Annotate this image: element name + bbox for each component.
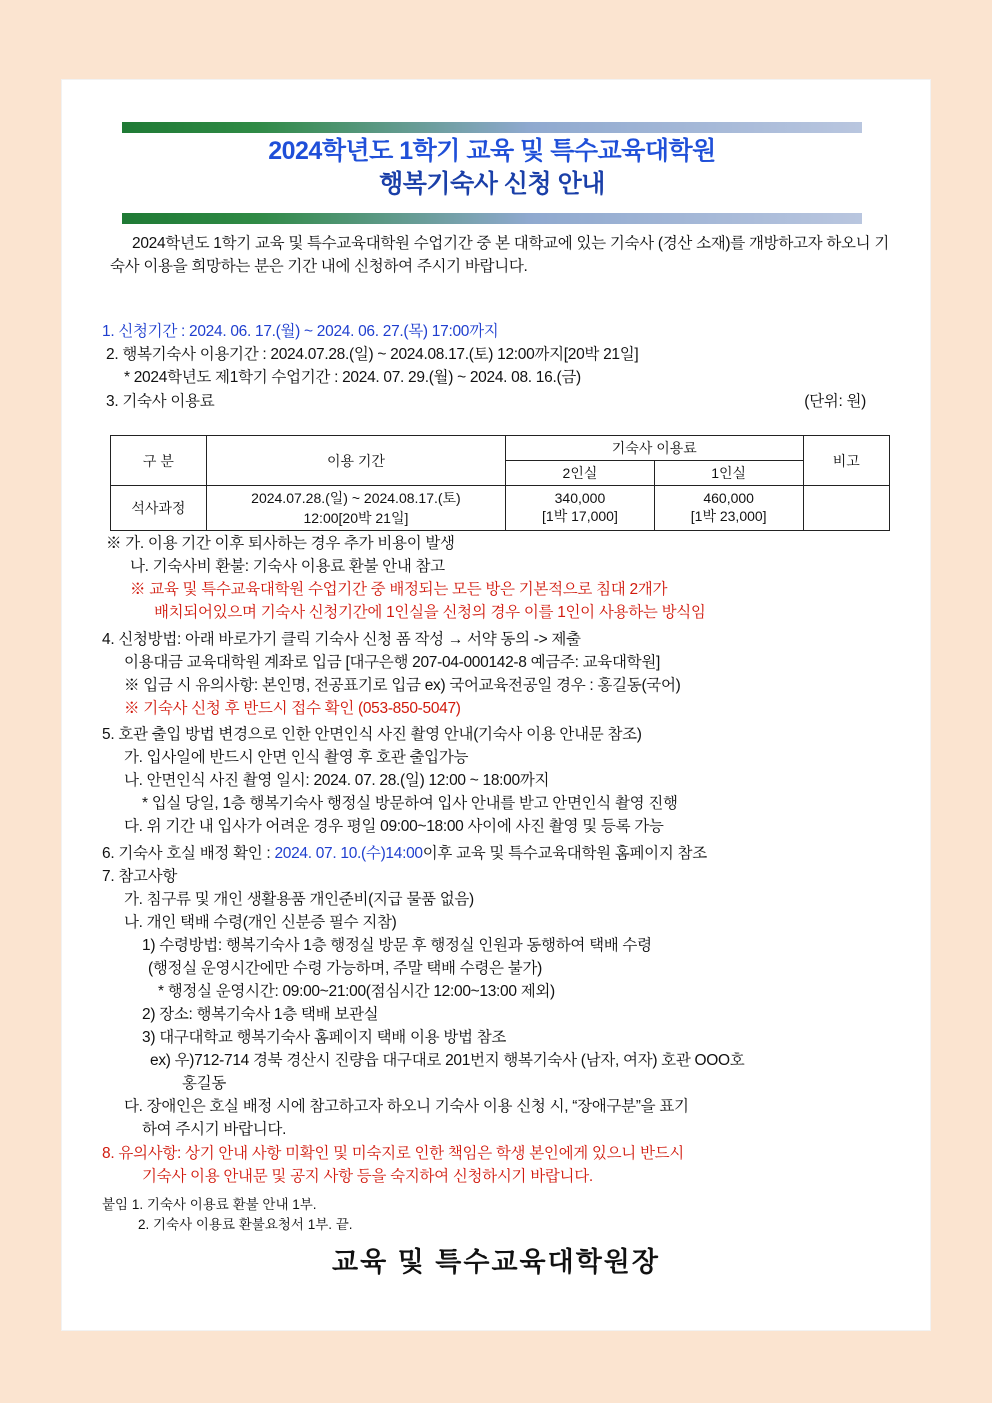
cell-period-line1: 2024.07.28.(일) ~ 2024.08.17.(토) (251, 490, 461, 506)
signature-line: 교육 및 특수교육대학원장 (332, 1247, 660, 1277)
cell-note (803, 486, 889, 531)
item4b-text: 이용대금 교육대학원 계좌로 입금 [대구은행 207-04-000142-8 예금주: 교육대학원] (124, 654, 660, 671)
item4-red-text: ※ 기숙사 신청 후 반드시 접수 확인 (053-850-5047) (124, 700, 461, 717)
attachment-1: 붙임 1. 기숙사 이용료 환불 안내 1부. (102, 1197, 317, 1212)
section-item-5 (102, 723, 902, 746)
item5b-note-text: * 입실 당일, 1층 행복기숙사 행정실 방문하여 입사 안내를 받고 안면인식 촬영 진행 (142, 795, 678, 812)
title-block (122, 135, 862, 201)
document-title-line1: 2024학년도 1학기 교육 및 특수교육대학원 (268, 137, 716, 165)
fee-table (110, 435, 890, 531)
section-item-7a (124, 888, 924, 911)
item7b3-name-text: 홍길동 (182, 1075, 227, 1092)
item8-line1-text: 8. 유의사항: 상기 안내 사항 미확인 및 미숙지로 인한 책임은 학생 본인에게 있으니 반드시 (102, 1145, 684, 1162)
note-red-1-text: ※ 교육 및 특수교육대학원 수업기간 중 배정되는 모든 방은 기본적으로 침대 2개가 (130, 581, 668, 598)
item4-text: 4. 신청방법: 아래 바로가기 클릭 기숙사 신청 폼 작성 → 서약 동의 -> 제출 (102, 631, 581, 648)
document-page (62, 80, 930, 1330)
section-item-7b3-name (182, 1072, 982, 1095)
intro-text: 2024학년도 1학기 교육 및 특수교육대학원 수업기간 중 본 대학교에 있는 기숙사 (경산 소재)를 개방하고자 하오니 기숙사 이용을 희망하는 분은 기간 내에 신청하여 주시기 바랍니다. (110, 235, 890, 275)
cell-room1-daily: [1박 23,000] (690, 508, 767, 524)
item3-text: 3. 기숙사 이용료 (106, 393, 215, 410)
item7c1-text: 다. 장애인은 호실 배정 시에 참고하고자 하오니 기숙사 이용 신청 시, “장애구분”을 표기 (124, 1098, 689, 1115)
note-b-text: 나. 기숙사비 환불: 기숙사 이용료 환불 안내 참고 (130, 558, 445, 575)
cell-period-line2: 12:00[20박 21일] (303, 510, 409, 526)
item7c2-text: 하여 주시기 바랍니다. (142, 1121, 287, 1138)
attachment-list (102, 1195, 353, 1235)
item6-date: 2024. 07. 10.(수)14:00 (274, 845, 423, 862)
cell-room1 (654, 486, 803, 531)
section-item-1 (102, 320, 902, 343)
cell-room2-total: 340,000 (554, 490, 606, 506)
section-item-4 (102, 628, 902, 651)
header-bar-bottom (122, 213, 862, 224)
item7b1-sub-text: (행정실 운영시간에만 수령 가능하며, 주말 택배 수령은 불가) (148, 960, 542, 977)
section-item-4c (124, 674, 924, 697)
section-item-7b1-sub (148, 957, 948, 980)
section-item-8-line2 (142, 1165, 942, 1188)
cell-room2 (506, 486, 655, 531)
note-a-text: ※ 가. 이용 기간 이후 퇴사하는 경우 추가 비용이 발생 (106, 535, 455, 552)
header-fee: 기숙사 이용료 (506, 436, 803, 461)
section-item-5c (124, 815, 924, 838)
header-note: 비고 (803, 436, 889, 486)
item4c-text: ※ 입금 시 유의사항: 본인명, 전공표기로 입금 ex) 국어교육전공일 경우 : 홍길동(국어) (124, 677, 681, 694)
section-item-7c2 (142, 1118, 942, 1141)
header-division: 구 분 (111, 436, 207, 486)
section-item-8-line1 (102, 1142, 902, 1165)
section-item-5b (124, 769, 924, 792)
section-item-3 (106, 390, 906, 413)
item5-text: 5. 호관 출입 방법 변경으로 인한 안면인식 사진 촬영 안내(기숙사 이용 안내문 참조) (102, 726, 642, 743)
item7b1-note-text: * 행정실 운영시간: 09:00~21:00(점심시간 12:00~13:00 제외) (158, 983, 555, 1000)
section-item-5a (124, 746, 924, 769)
item5a-text: 가. 입사일에 반드시 안면 인식 촬영 후 호관 출입가능 (124, 749, 469, 766)
item7a-text: 가. 침구류 및 개인 생활용품 개인준비(지급 물품 없음) (124, 891, 474, 908)
section-item-7 (102, 865, 902, 888)
note-a (106, 532, 906, 555)
note-red-1 (130, 578, 930, 601)
item8-line2-text: 기숙사 이용 안내문 및 공지 사항 등을 숙지하여 신청하시기 바랍니다. (142, 1168, 593, 1185)
section-item-5b-note (142, 792, 942, 815)
section-item-7b1 (142, 934, 942, 957)
item7b3-text: 3) 대구대학교 행복기숙사 홈페이지 택배 이용 방법 참조 (142, 1029, 507, 1046)
header-room2: 2인실 (506, 461, 655, 486)
cell-room2-daily: [1박 17,000] (542, 508, 618, 524)
note-red-2 (154, 601, 954, 624)
section-item-7b3-example (150, 1049, 950, 1072)
header-period: 이용 기간 (206, 436, 505, 486)
section-item-7b1-note (158, 980, 958, 1003)
section-item-7b (124, 911, 924, 934)
item2-text: 2. 행복기숙사 이용기간 : 2024.07.28.(일) ~ 2024.08.17.(토) 12:00까지[20박 21일] (106, 346, 639, 363)
section-item-4-red (124, 697, 924, 720)
fee-unit-label: (단위: 원) (804, 393, 866, 410)
header-room1: 1인실 (654, 461, 803, 486)
section-item-7b3 (142, 1026, 942, 1049)
cell-period (206, 486, 505, 531)
item7-text: 7. 참고사항 (102, 868, 178, 885)
item1-text: 1. 신청기간 : 2024. 06. 17.(월) ~ 2024. 06. 27.(목) 17:00까지 (102, 323, 499, 340)
table-row (111, 486, 890, 531)
item2-note-text: * 2024학년도 제1학기 수업기간 : 2024. 07. 29.(월) ~ 2024. 08. 16.(금) (124, 369, 581, 386)
item6-prefix: 6. 기숙사 호실 배정 확인 : (102, 845, 275, 862)
item7b3-example-text: ex) 우)712-714 경북 경산시 진량읍 대구대로 201번지 행복기숙사 (남자, 여자) 호관 OOO호 (150, 1052, 745, 1069)
document-body (62, 80, 930, 1330)
intro-paragraph (110, 232, 890, 278)
section-item-2-note (124, 366, 924, 389)
section-item-2 (106, 343, 906, 366)
attachment-2: 2. 기숙사 이용료 환불요청서 1부. 끝. (138, 1217, 353, 1232)
item5b-text: 나. 안면인식 사진 촬영 일시: 2024. 07. 28.(일) 12:00 ~ 18:00까지 (124, 772, 550, 789)
item6-suffix: 이후 교육 및 특수교육대학원 홈페이지 참조 (422, 845, 707, 862)
cell-division: 석사과정 (111, 486, 207, 531)
section-item-7b2 (142, 1003, 942, 1026)
section-item-6 (102, 842, 902, 865)
header-bar-top (122, 122, 862, 133)
fee-table-header-row (111, 436, 890, 461)
document-title-line2: 행복기숙사 신청 안내 (379, 170, 605, 198)
item5c-text: 다. 위 기간 내 입사가 어려운 경우 평일 09:00~18:00 사이에 사진 촬영 및 등록 가능 (124, 818, 664, 835)
section-item-4b (124, 651, 924, 674)
item7b1-text: 1) 수령방법: 행복기숙사 1층 행정실 방문 후 행정실 인원과 동행하여 택배 수령 (142, 937, 652, 954)
note-b (130, 555, 930, 578)
item7b-text: 나. 개인 택배 수령(개인 신분증 필수 지참) (124, 914, 397, 931)
item7b2-text: 2) 장소: 행복기숙사 1층 택배 보관실 (142, 1006, 379, 1023)
cell-room1-total: 460,000 (703, 490, 754, 506)
section-item-7c1 (124, 1095, 924, 1118)
note-red-2-text: 배치되어있으며 기숙사 신청기간에 1인실을 신청의 경우 이를 1인이 사용하는 방식임 (154, 604, 706, 621)
